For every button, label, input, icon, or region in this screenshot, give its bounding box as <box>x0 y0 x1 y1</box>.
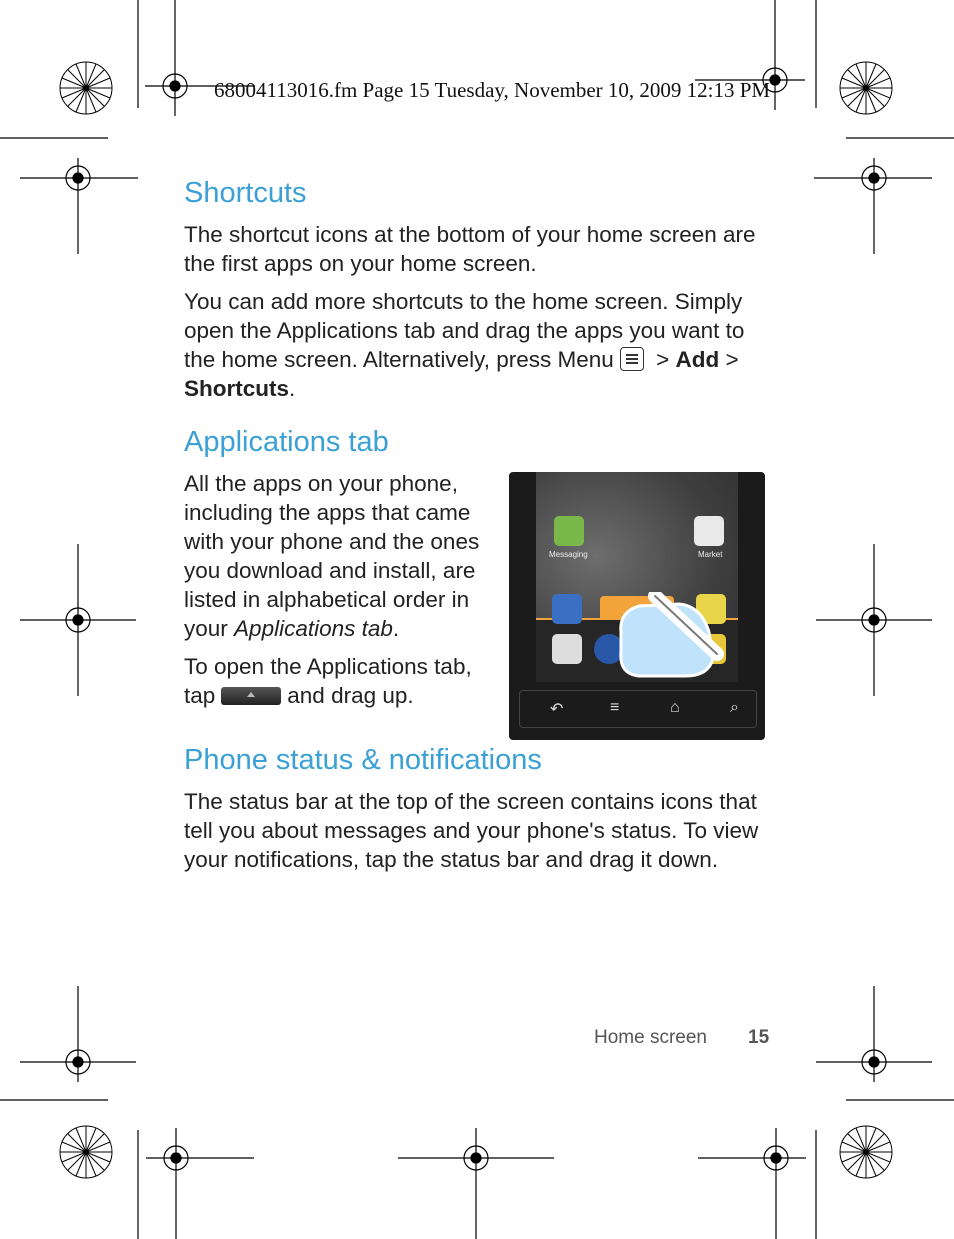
back-icon: ↶ <box>550 701 564 718</box>
apps-p2-end: and drag up. <box>287 683 414 708</box>
messaging-app-icon <box>554 516 584 546</box>
apps-p2-start: To open the Applications tab, tap <box>184 654 472 708</box>
apps-paragraph-2 <box>184 652 489 710</box>
shortcuts-paragraph-2 <box>184 287 774 403</box>
menu-icon: ≡ <box>610 699 620 716</box>
status-paragraph: The status bar at the top of the screen contains icons that tell you about messages and your phone's status. To view your notifications, tap the status bar and drag it down. <box>184 789 759 872</box>
clock-app-icon <box>552 634 582 664</box>
market-app-icon <box>694 516 724 546</box>
apps-paragraph-1 <box>184 469 489 643</box>
apps-p1-end: . <box>392 616 400 641</box>
phone-app-icon <box>552 594 582 624</box>
app-tab-handle-icon <box>221 687 281 705</box>
menu-key-icon <box>620 347 644 371</box>
search-icon: ⌕ <box>730 699 739 716</box>
shortcuts-keyword: Shortcuts <box>184 376 290 401</box>
period: . <box>289 376 296 401</box>
apps-tab-italic: Applications tab <box>234 616 393 641</box>
applications-text-column <box>184 469 489 719</box>
add-keyword: Add <box>675 347 720 372</box>
hand-pointer-icon <box>609 592 729 682</box>
apps-p1-text: All the apps on your phone, including the apps that came with your phone and the ones you download and install, are listed in alphabetical order in your <box>184 471 480 641</box>
footer-section-label: Home screen <box>594 1027 707 1048</box>
phone-softkeys <box>519 690 757 728</box>
page-number: 15 <box>748 1027 770 1048</box>
home-icon: ⌂ <box>670 699 680 716</box>
heading-shortcuts: Shortcuts <box>184 177 307 209</box>
shortcuts-p2-text: You can add more shortcuts to the home screen. Simply open the Applications tab and drag the apps you want to the home screen. Alternatively, press Menu <box>184 289 745 372</box>
print-slug: 68004113016.fm Page 15 Tuesday, November 10, 2009 12:13 PM <box>214 78 771 102</box>
separator-2: > <box>725 347 739 372</box>
heading-phone-status: Phone status & notifications <box>184 744 542 776</box>
heading-applications-tab: Applications tab <box>184 426 389 458</box>
shortcuts-paragraph-1: The shortcut icons at the bottom of your home screen are the first apps on your home screen. <box>184 222 756 276</box>
phone-home-screen-illustration <box>509 472 765 740</box>
separator-1: > <box>656 347 670 372</box>
messaging-label: Messaging <box>549 550 588 559</box>
market-label: Market <box>698 550 723 559</box>
